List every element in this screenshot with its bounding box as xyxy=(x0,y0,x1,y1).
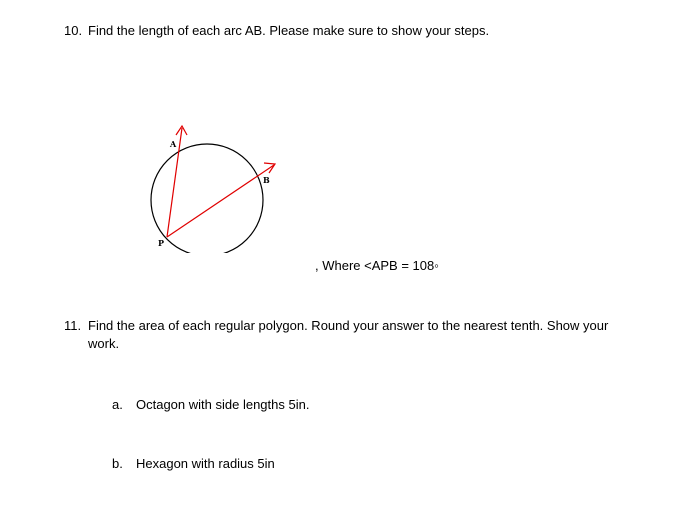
question-11 xyxy=(64,318,608,334)
label-b: B xyxy=(263,175,270,185)
question-11-text-line1: Find the area of each regular polygon. Round your answer to the nearest tenth. Show your xyxy=(88,318,609,333)
question-11-text-line2: work. xyxy=(88,336,120,351)
angle-condition: , Where <APB = 108◦ xyxy=(315,258,439,273)
question-11-number: 11. xyxy=(64,318,82,333)
part-b-letter: b. xyxy=(112,456,123,471)
part-b xyxy=(112,456,275,472)
label-p: P xyxy=(158,238,165,248)
question-10-number: 10. xyxy=(64,23,83,38)
label-a: A xyxy=(170,139,177,149)
question-10-text: Find the length of each arc AB. Please make sure to show your steps. xyxy=(88,23,490,38)
arc-figure xyxy=(140,118,280,253)
part-a-text: Octagon with side lengths 5in. xyxy=(136,397,310,412)
question-10 xyxy=(64,23,489,39)
part-a xyxy=(112,397,309,413)
part-a-letter: a. xyxy=(112,397,123,412)
part-b-text: Hexagon with radius 5in xyxy=(136,456,275,471)
ray-pb xyxy=(167,165,274,237)
